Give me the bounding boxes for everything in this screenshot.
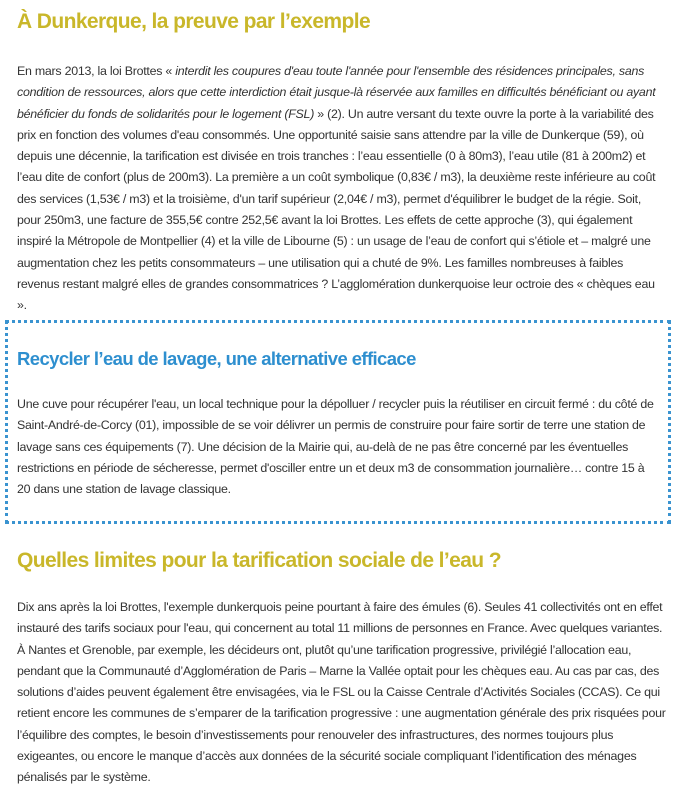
section-heading-dunkerque: À Dunkerque, la preuve par l’exemple (17, 10, 371, 33)
callout-paragraph-recycler: Une cuve pour récupérer l'eau, un local technique pour la dépolluer / recycler puis la réutiliser en circuit fermé : du côté de Saint-André-de-Corcy (01), impossible de se voir délivrer un permis de construire pour faire sortir de terre une station de lavage sans ces équipements (7). Une décision de la Mairie qui, au-delà de ne pas être concerné par les éventuelles restrictions en période de sécheresse, permet d'osciller entre un et deux m3 de consommation journalière… contre 15 à 20 dans une station de lavage classique. (17, 397, 654, 497)
brottes-law-quote: interdit les coupures d'eau toute l'année pour l'ensemble des résidences principales, sans condition de ressources, alors que cette interdiction était jusque-là réservée aux familles en difficultés bénéficiant ou ayant bénéficier du fonds de solidarités pour le logement (FSL) (17, 64, 656, 121)
callout-heading-recycler: Recycler l’eau de lavage, une alternative efficace (17, 348, 416, 369)
paragraph-lead: En mars 2013, la loi Brottes « (17, 64, 176, 78)
section-paragraph-limites: Dix ans après la loi Brottes, l'exemple dunkerquois peine pourtant à faire des émules (6). Seules 41 collectivités ont en effet instauré des tarifs sociaux pour l'eau, qui concernent au total 11 millions de personnes en France. Avec quelques variantes. À Nantes et Grenoble, par exemple, les décideurs ont, plutôt qu’une tarification progressive, privilégié l’allocation eau, pendant que la Communauté d’Agglomération de Paris – Marne la Vallée optait pour les chèques eau. Au cas par cas, des solutions d’aides peuvent également être envisagées, via le FSL ou la Caisse Centrale d’Activités Sociales (CCAS). Ce qui retient encore les communes de s’emparer de la tarification progressive : une augmentation générale des prix risquées pour l’équilibre des comptes, le besoin d’investissements pour renouveler des infrastructures, des normes toujours plus exigeantes, ou encore le manque d’accès aux données de la sécurité sociale compliquant l’identification des ménages pénalisés par le système. (17, 600, 666, 785)
section-heading-limites: Quelles limites pour la tarification sociale de l’eau ? (17, 549, 501, 572)
paragraph-rest: » (2). Un autre versant du texte ouvre la porte à la variabilité des prix en fonction des volumes d'eau consommés. Une opportunité saisie sans attendre par la ville de Dunkerque (59), où depuis une décennie, la tarification est divisée en trois tranches : l’eau essentielle (0 à 80m3), l’eau utile (81 à 200m2) et l’eau dite de confort (plus de 200m3). La première a un coût symbolique (0,83€ / m3), la deuxième reste inférieure au coût des services (1,53€ / m3) et la troisième, d'un tarif supérieur (2,04€ / m3), permet d'équilibrer le budget de la régie. Soit, pour 250m3, une facture de 355,5€ contre 252,5€ avant la loi Brottes. Les effets de cette approche (3), qui également inspiré la Métropole de Montpellier (4) et la ville de Libourne (5) : un usage de l’eau de confort qui s’étiole et – malgré une augmentation chez les petits consommateurs – une utilisation qui a chuté de 9%. Les familles nombreuses à faibles revenus restant malgré elles de grandes consommatrices ? L’agglomération dunkerquoise leur octroie des « chèques eau ». (17, 106, 656, 313)
section-paragraph-dunkerque (17, 61, 667, 317)
